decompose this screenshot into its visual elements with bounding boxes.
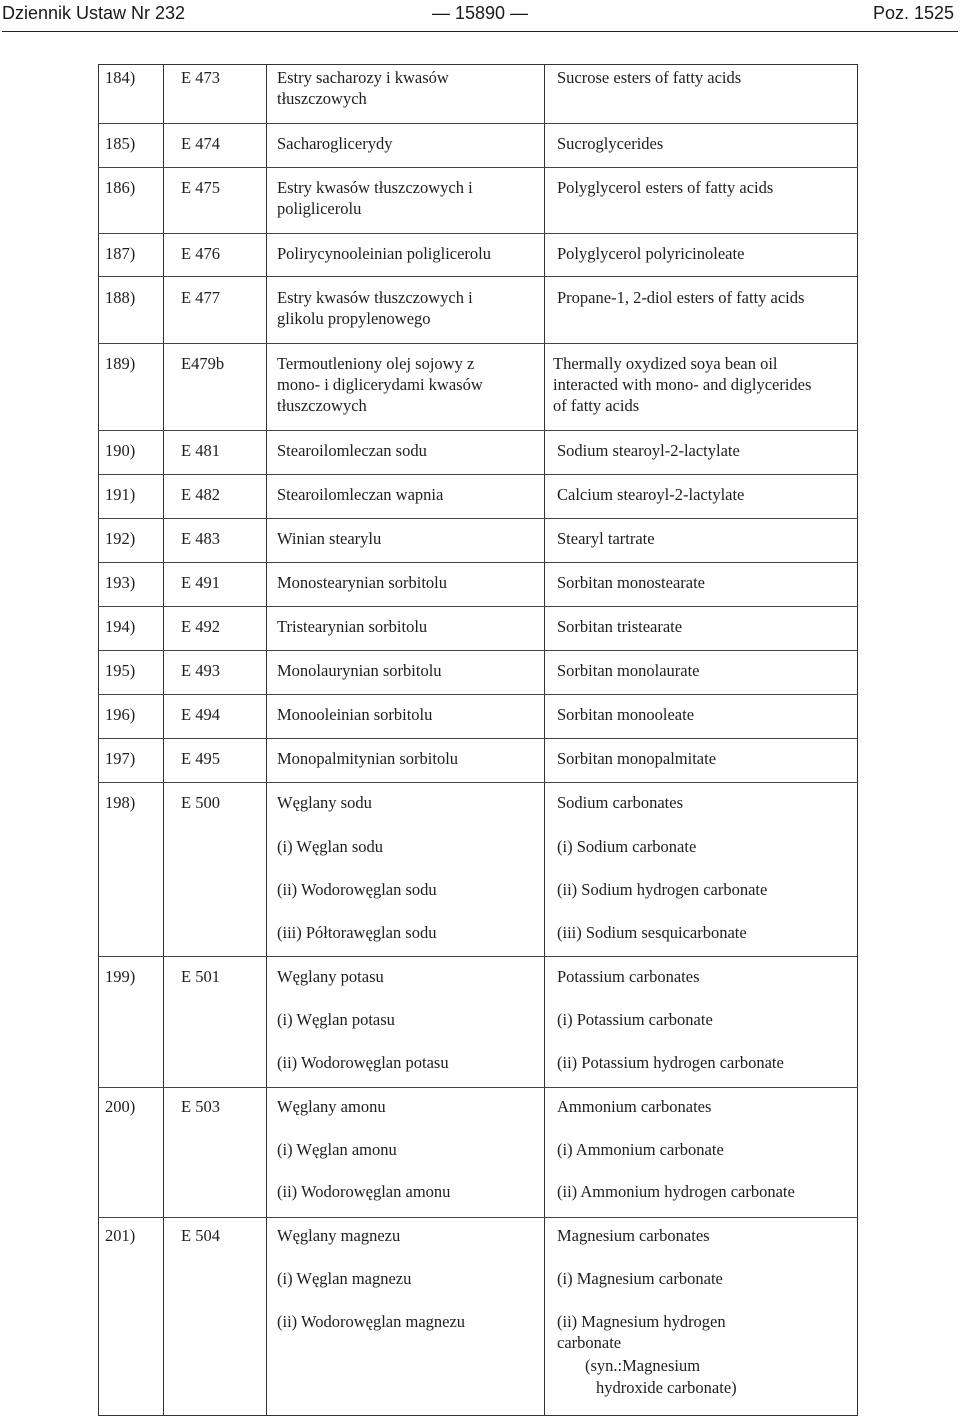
english-subname: (ii) Ammonium hydrogen carbonate xyxy=(557,1182,795,1201)
polish-name: Winian stearylu xyxy=(277,529,382,548)
english-name: Sorbitan monopalmitate xyxy=(557,749,717,768)
english-name: Sucrose esters of fatty acids xyxy=(557,68,742,87)
polish-name: Węglany sodu xyxy=(277,793,372,812)
row-number: 196) xyxy=(105,705,136,724)
row-number: 185) xyxy=(105,134,136,153)
e-code: E 474 xyxy=(181,134,220,153)
english-name: Sodium carbonates xyxy=(557,793,684,812)
english-subname: (ii) Potassium hydrogen carbonate xyxy=(557,1053,784,1072)
polish-subname: (iii) Półtorawęglan sodu xyxy=(277,923,437,942)
row-number: 199) xyxy=(105,967,136,986)
row-number: 190) xyxy=(105,441,136,460)
synonym-note: (syn.:Magnesium xyxy=(585,1356,701,1375)
row-number: 193) xyxy=(105,573,136,592)
polish-name: Estry sacharozy i kwasów tłuszczowych xyxy=(277,68,449,108)
polish-name: Monooleinian sorbitolu xyxy=(277,705,433,724)
polish-name: Monostearynian sorbitolu xyxy=(277,573,448,592)
polish-name: Tristearynian sorbitolu xyxy=(277,617,428,636)
polish-name: Sacharoglicerydy xyxy=(277,134,393,153)
e-code: E 493 xyxy=(181,661,220,680)
polish-subname: (i) Węglan sodu xyxy=(277,837,384,856)
row-separator xyxy=(98,1217,858,1218)
english-subname: (i) Potassium carbonate xyxy=(557,1010,713,1029)
e-code: E 482 xyxy=(181,485,220,504)
english-name: Calcium stearoyl-2-lactylate xyxy=(557,485,745,504)
row-separator xyxy=(98,474,858,475)
english-name: Ammonium carbonates xyxy=(557,1097,712,1116)
row-number: 200) xyxy=(105,1097,136,1116)
additives-table xyxy=(98,64,858,1416)
e-code: E 473 xyxy=(181,68,220,87)
english-name: Sodium stearoyl-2-lactylate xyxy=(557,441,740,460)
row-number: 192) xyxy=(105,529,136,548)
e-code: E 477 xyxy=(181,288,220,307)
page-number: — 15890 — xyxy=(431,3,529,23)
row-separator xyxy=(98,782,858,783)
english-name: Sorbitan monolaurate xyxy=(557,661,700,680)
row-separator xyxy=(98,650,858,651)
polish-subname: (ii) Wodorowęglan magnezu xyxy=(277,1312,466,1331)
row-separator xyxy=(98,562,858,563)
journal-title: Dziennik Ustaw Nr 232 xyxy=(2,3,186,23)
row-number: 188) xyxy=(105,288,136,307)
e-code: E 483 xyxy=(181,529,220,548)
row-separator xyxy=(98,606,858,607)
polish-name: Monolaurynian sorbitolu xyxy=(277,661,442,680)
e-code: E 494 xyxy=(181,705,220,724)
column-divider-1 xyxy=(163,64,164,1416)
row-number: 184) xyxy=(105,68,136,87)
polish-subname: (i) Węglan magnezu xyxy=(277,1269,412,1288)
e-code: E 500 xyxy=(181,793,220,812)
position-number: Poz. 1525 xyxy=(872,3,954,23)
polish-name: Stearoilomleczan sodu xyxy=(277,441,427,460)
english-subname: (ii) Magnesium hydrogen carbonate xyxy=(557,1312,726,1352)
english-subname: (i) Sodium carbonate xyxy=(557,837,697,856)
english-name: Thermally oxydized soya bean oil interacted with mono- and diglycerides of fatty acids xyxy=(553,354,812,415)
e-code: E 481 xyxy=(181,441,220,460)
row-separator xyxy=(98,694,858,695)
row-number: 194) xyxy=(105,617,136,636)
polish-name: Polirycynooleinian poliglicerolu xyxy=(277,244,492,263)
polish-name: Węglany magnezu xyxy=(277,1226,401,1245)
e-code: E479b xyxy=(181,354,225,373)
english-name: Magnesium carbonates xyxy=(557,1226,710,1245)
english-subname: (i) Ammonium carbonate xyxy=(557,1140,724,1159)
e-code: E 491 xyxy=(181,573,220,592)
row-separator xyxy=(98,956,858,957)
polish-subname: (i) Węglan amonu xyxy=(277,1140,397,1159)
synonym-note: hydroxide carbonate) xyxy=(596,1378,737,1397)
e-code: E 476 xyxy=(181,244,220,263)
row-separator xyxy=(98,167,858,168)
polish-name: Estry kwasów tłuszczowych i glikolu propylenowego xyxy=(277,288,473,328)
e-code: E 495 xyxy=(181,749,220,768)
english-subname: (ii) Sodium hydrogen carbonate xyxy=(557,880,768,899)
english-name: Potassium carbonates xyxy=(557,967,700,986)
row-number: 201) xyxy=(105,1226,136,1245)
polish-subname: (ii) Wodorowęglan amonu xyxy=(277,1182,451,1201)
polish-subname: (i) Węglan potasu xyxy=(277,1010,395,1029)
e-code: E 503 xyxy=(181,1097,220,1116)
english-subname: (iii) Sodium sesquicarbonate xyxy=(557,923,747,942)
row-number: 186) xyxy=(105,178,136,197)
polish-subname: (ii) Wodorowęglan sodu xyxy=(277,880,437,899)
polish-name: Estry kwasów tłuszczowych i poliglicerolu xyxy=(277,178,473,218)
polish-name: Stearoilomleczan wapnia xyxy=(277,485,444,504)
polish-name: Termoutleniony olej sojowy z mono- i diglicerydami kwasów tłuszczowych xyxy=(277,354,483,415)
english-name: Sorbitan tristearate xyxy=(557,617,683,636)
english-name: Sucroglycerides xyxy=(557,134,664,153)
polish-name: Węglany potasu xyxy=(277,967,384,986)
row-separator xyxy=(98,276,858,277)
english-name: Polyglycerol polyricinoleate xyxy=(557,244,745,263)
row-separator xyxy=(98,1087,858,1088)
row-separator xyxy=(98,233,858,234)
english-name: Propane-1, 2-diol esters of fatty acids xyxy=(557,288,805,307)
e-code: E 492 xyxy=(181,617,220,636)
header-rule xyxy=(2,31,958,32)
e-code: E 504 xyxy=(181,1226,220,1245)
row-number: 189) xyxy=(105,354,136,373)
row-separator xyxy=(98,343,858,344)
english-subname: (i) Magnesium carbonate xyxy=(557,1269,723,1288)
row-number: 195) xyxy=(105,661,136,680)
e-code: E 475 xyxy=(181,178,220,197)
row-number: 198) xyxy=(105,793,136,812)
english-name: Sorbitan monooleate xyxy=(557,705,695,724)
column-divider-3 xyxy=(544,64,545,1416)
english-name: Stearyl tartrate xyxy=(557,529,655,548)
row-number: 197) xyxy=(105,749,136,768)
column-divider-2 xyxy=(266,64,267,1416)
row-separator xyxy=(98,123,858,124)
row-number: 191) xyxy=(105,485,136,504)
e-code: E 501 xyxy=(181,967,220,986)
page-header xyxy=(0,0,960,30)
polish-name: Węglany amonu xyxy=(277,1097,386,1116)
polish-name: Monopalmitynian sorbitolu xyxy=(277,749,459,768)
english-name: Sorbitan monostearate xyxy=(557,573,706,592)
row-number: 187) xyxy=(105,244,136,263)
row-separator xyxy=(98,518,858,519)
row-separator xyxy=(98,430,858,431)
polish-subname: (ii) Wodorowęglan potasu xyxy=(277,1053,449,1072)
row-separator xyxy=(98,738,858,739)
english-name: Polyglycerol esters of fatty acids xyxy=(557,178,774,197)
